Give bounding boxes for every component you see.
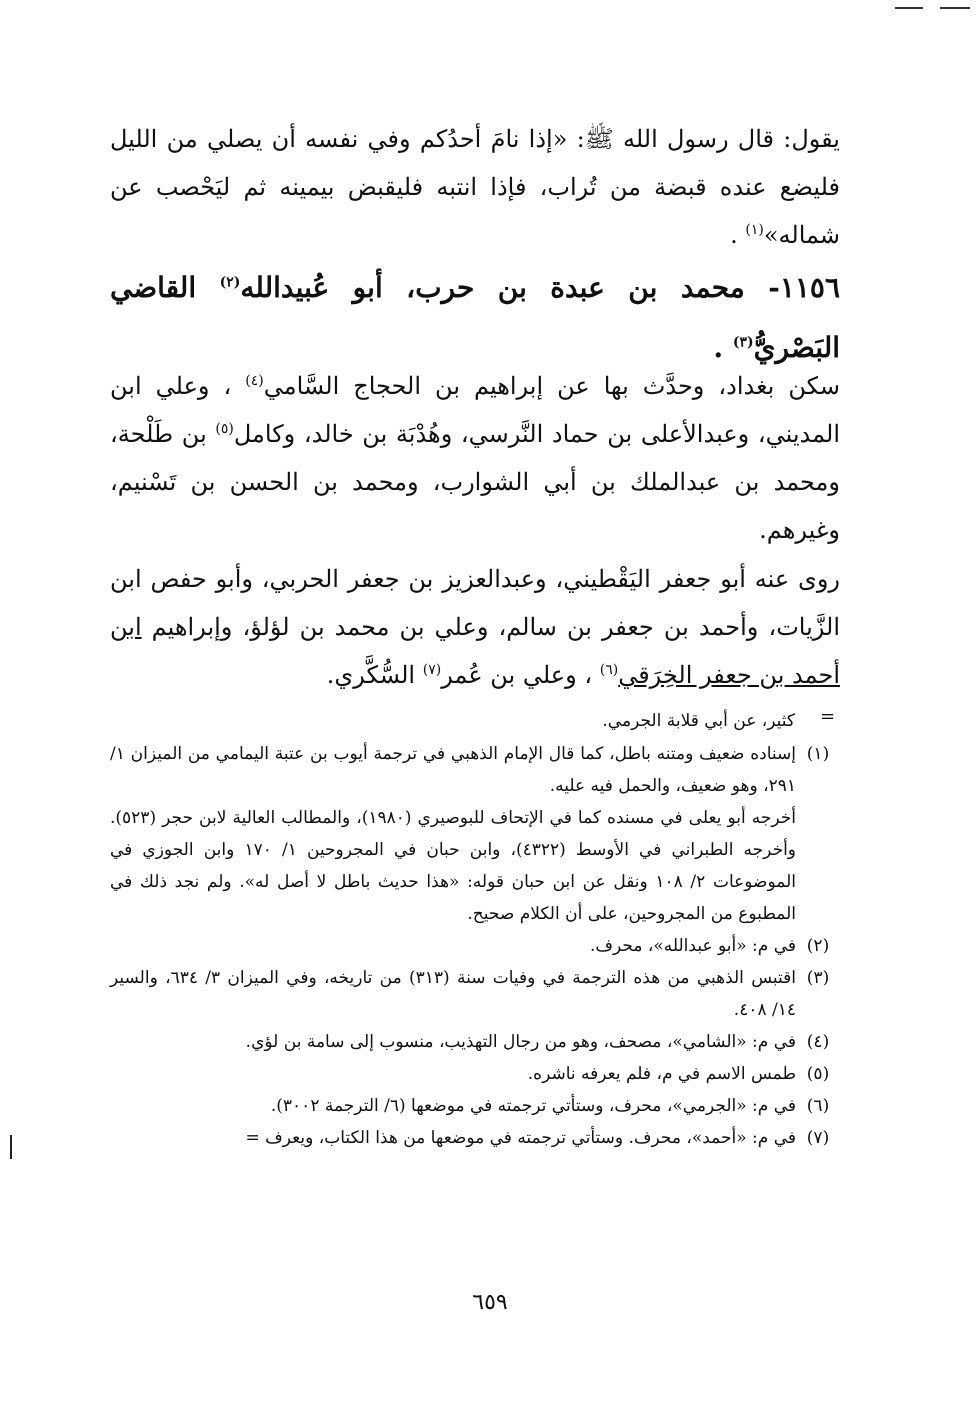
footnote-number: (٥) — [806, 1064, 830, 1084]
footnote-text: في م: «أحمد»، محرف. وستأتي ترجمته في موضعها من هذا الكتاب، ويعرف = — [245, 1128, 796, 1148]
narrators-text: ، وعلي بن عُمر — [441, 661, 600, 689]
footnote-4 — [110, 1026, 840, 1058]
footnote-ref-3: (٣) — [732, 334, 754, 351]
hadith-paragraph — [110, 115, 840, 259]
footnote-ref-1: (١) — [745, 222, 764, 238]
footnote-text: إسناده ضعيف ومتنه باطل، كما قال الإمام الذهبي في ترجمة أيوب بن عتبة اليمامي من الميزان ١/ ٢٩١، وهو ضعيف، والحمل فيه عليه. — [110, 744, 796, 796]
biography-text: بن طَلْحة، ومحمد بن عبدالملك بن أبي الشوارب، ومحمد بن الحسن بن تَسْنيم، وغيرهم. — [110, 420, 840, 544]
footnote-1 — [110, 738, 840, 802]
footnote-ref-7: (٧) — [422, 662, 442, 678]
footnote-text: في م: «أبو عبدالله»، محرف. — [589, 936, 796, 956]
narrators-paragraph — [110, 555, 840, 699]
footnote-ref-2: (٢) — [219, 274, 241, 291]
biography-text: سكن بغداد، وحدَّث بها عن إبراهيم بن الحجاج السَّامي — [263, 372, 840, 400]
footnote-number: (٧) — [806, 1128, 830, 1148]
footnote-5 — [110, 1058, 840, 1090]
entry-title: ١١٥٦- محمد بن عبدة بن حرب، أبو عُبيدالله — [240, 271, 840, 304]
narrators-text: السُّكَّري. — [326, 661, 423, 689]
footnote-7 — [110, 1122, 840, 1154]
footnote-number: (٤) — [806, 1032, 830, 1052]
narrators-text: روى عنه أبو جعفر اليَقْطيني، وعبدالعزيز بن جعفر الحربي، وأبو حفص ابن الزَّيات، وأحمد بن جعفر بن سالم، وعلي بن محمد بن لؤلؤ، وإبراهيم — [110, 565, 840, 641]
footnote-3 — [110, 962, 840, 1026]
top-rule — [940, 7, 970, 9]
footnote-text: اقتبس الذهبي من هذه الترجمة في وفيات سنة (٣١٣) من تاريخه، وفي الميزان ٣/ ٦٣٤، والسير ١٤/ ٤٠٨. — [110, 968, 796, 1020]
top-rule — [895, 7, 923, 9]
footnote-ref-4: (٤) — [245, 373, 264, 389]
footnote-ref-6: (٦) — [599, 662, 619, 678]
margin-mark — [10, 1135, 12, 1159]
punctuation: . — [730, 221, 746, 249]
footnote-number: (٢) — [806, 936, 830, 956]
hadith-text: يقول: قال رسول الله ﷺ: «إذا نامَ أحدُكم وفي نفسه أن يصلي من الليل فليضع عنده قبضة من تُراب، فإذا انتبه فليقبض بيمينه ثم ليَحْصب عن شماله» — [110, 125, 840, 249]
footnote-2 — [110, 930, 840, 962]
punctuation: . — [713, 331, 733, 364]
footnote-text: في م: «الشامي»، مصحف، وهو من رجال التهذيب، منسوب إلى سامة بن لؤي. — [245, 1032, 796, 1052]
footnotes — [110, 738, 840, 1154]
continued-footnote: كثير، عن أبي قلابة الجرمي. — [602, 711, 795, 731]
biography-text: ، وعلي ابن المديني، وعبدالأعلى بن حماد النَّرسي، وهُدْبَة بن خالد، وكامل — [110, 372, 840, 448]
entry-heading — [110, 258, 840, 378]
footnote-number: (٣) — [806, 968, 830, 988]
footnote-number: (١) — [806, 744, 830, 764]
footnote-6 — [110, 1090, 840, 1122]
footnote-ref-5: (٥) — [215, 421, 234, 437]
biography-paragraph — [110, 362, 840, 554]
continuation-mark: = — [820, 706, 836, 727]
narrators-text-underlined: ابن أحمد بن جعفر الخِرَقي — [110, 613, 840, 689]
footnote-1-continuation: أخرجه أبو يعلى في مسنده كما في الإتحاف للبوصيري (١٩٨٠)، والمطالب العالية لابن حجر (٥٢٣). وأخرجه الطبراني في الأوسط (٤٣٢٢)، وابن حبان في المجروحين ١/ ١٧٠ وابن الجوزي في الموضوعات ٢/ ١٠٨ ونقل عن ابن حبان قوله: «هذا حديث باطل لا أصل له». ولم نجد ذلك في المطبوع من المجروحين، على أن الكلام صحيح. — [110, 808, 797, 924]
footnote-number: (٦) — [806, 1096, 830, 1116]
footnote-text: طمس الاسم في م، فلم يعرفه ناشره. — [527, 1064, 796, 1084]
page-number: ٦٥٩ — [472, 1290, 508, 1315]
entry-title-cont: القاضي البَصْريُّ — [110, 271, 840, 364]
footnote-text: في م: «الجرمي»، محرف، وستأتي ترجمته في موضعها (٦/ الترجمة ٣٠٠٢). — [270, 1096, 796, 1116]
